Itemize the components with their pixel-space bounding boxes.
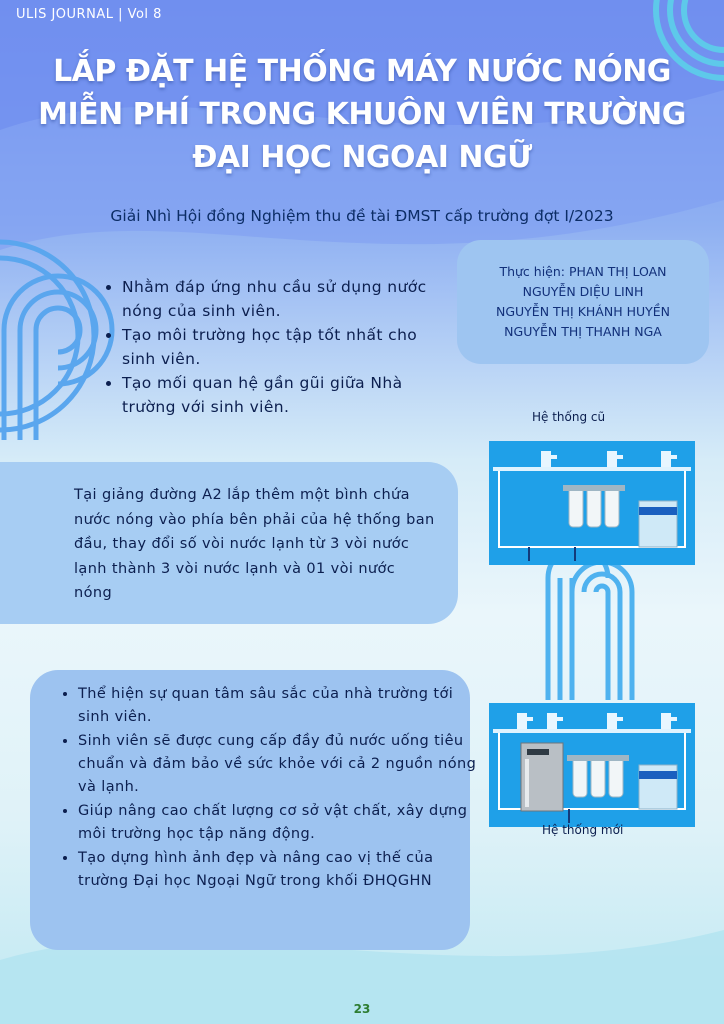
water-tank-icon [639, 765, 677, 809]
journal-label: ULIS JOURNAL | Vol 8 [16, 7, 162, 22]
benefit-item: • Tạo dựng hình ảnh đẹp và nâng cao vị thế của trường Đại học Ngoại Ngữ trong khối ĐHQGHN [78, 847, 484, 893]
author-line: NGUYỄN DIỆU LINH [522, 284, 644, 299]
benefit-item: • Giúp nâng cao chất lượng cơ sở vật chất, xây dựng môi trường học tập năng động. [78, 800, 484, 846]
goal-item: • Tạo mối quan hệ gần gũi giữa Nhà trường với sinh viên. [122, 372, 442, 419]
new-system-diagram [489, 703, 695, 827]
water-tank-icon [639, 501, 677, 547]
benefit-item: • Thể hiện sự quan tâm sâu sắc của nhà trường tới sinh viên. [78, 683, 484, 729]
author-line: NGUYỄN THỊ THANH NGA [504, 324, 662, 339]
goal-item: • Nhằm đáp ứng nhu cầu sử dụng nước nóng của sinh viên. [122, 276, 442, 323]
filter-icon [569, 487, 619, 527]
author-line: Thực hiện: PHAN THỊ LOAN [499, 264, 667, 279]
title-line: ĐẠI HỌC NGOẠI NGỮ [192, 140, 532, 175]
page-number: 23 [353, 1002, 371, 1016]
goal-item: • Tạo môi trường học tập tốt nhất cho sinh viên. [122, 324, 442, 371]
description-text: Tại giảng đường A2 lắp thêm một bình chứa nước nóng vào phía bên phải của hệ thống ban đầu, thay đổi số vòi nước lạnh từ 3 vòi nước lạnh thành 3 vòi nước lạnh và 01 vòi nước nóng [74, 487, 435, 601]
page-title [0, 50, 724, 179]
old-system-diagram [489, 441, 695, 565]
author-line: NGUYỄN THỊ KHÁNH HUYỀN [495, 304, 671, 319]
title-line: LẮP ĐẶT HỆ THỐNG MÁY NƯỚC NÓNG [53, 54, 671, 89]
title-line: MIỄN PHÍ TRONG KHUÔN VIÊN TRƯỜNG [38, 97, 686, 132]
old-system-caption: Hệ thống cũ [532, 410, 606, 424]
goals-list [100, 276, 442, 420]
authors-box [457, 240, 709, 364]
award-subtitle: Giải Nhì Hội đồng Nghiệm thu đề tài ĐMST cấp trường đợt I/2023 [110, 207, 614, 225]
pipe-loop-decoration [548, 548, 632, 700]
benefit-item: • Sinh viên sẽ được cung cấp đầy đủ nước uống tiêu chuẩn và đảm bảo về sức khỏe với cả 2 nguồn nóng và lạnh. [78, 730, 484, 799]
filter-icon [573, 757, 623, 797]
p-loop-decoration [0, 242, 112, 440]
water-heater-icon [521, 743, 563, 811]
benefits-list [56, 683, 484, 894]
new-system-caption: Hệ thống mới [542, 823, 624, 837]
